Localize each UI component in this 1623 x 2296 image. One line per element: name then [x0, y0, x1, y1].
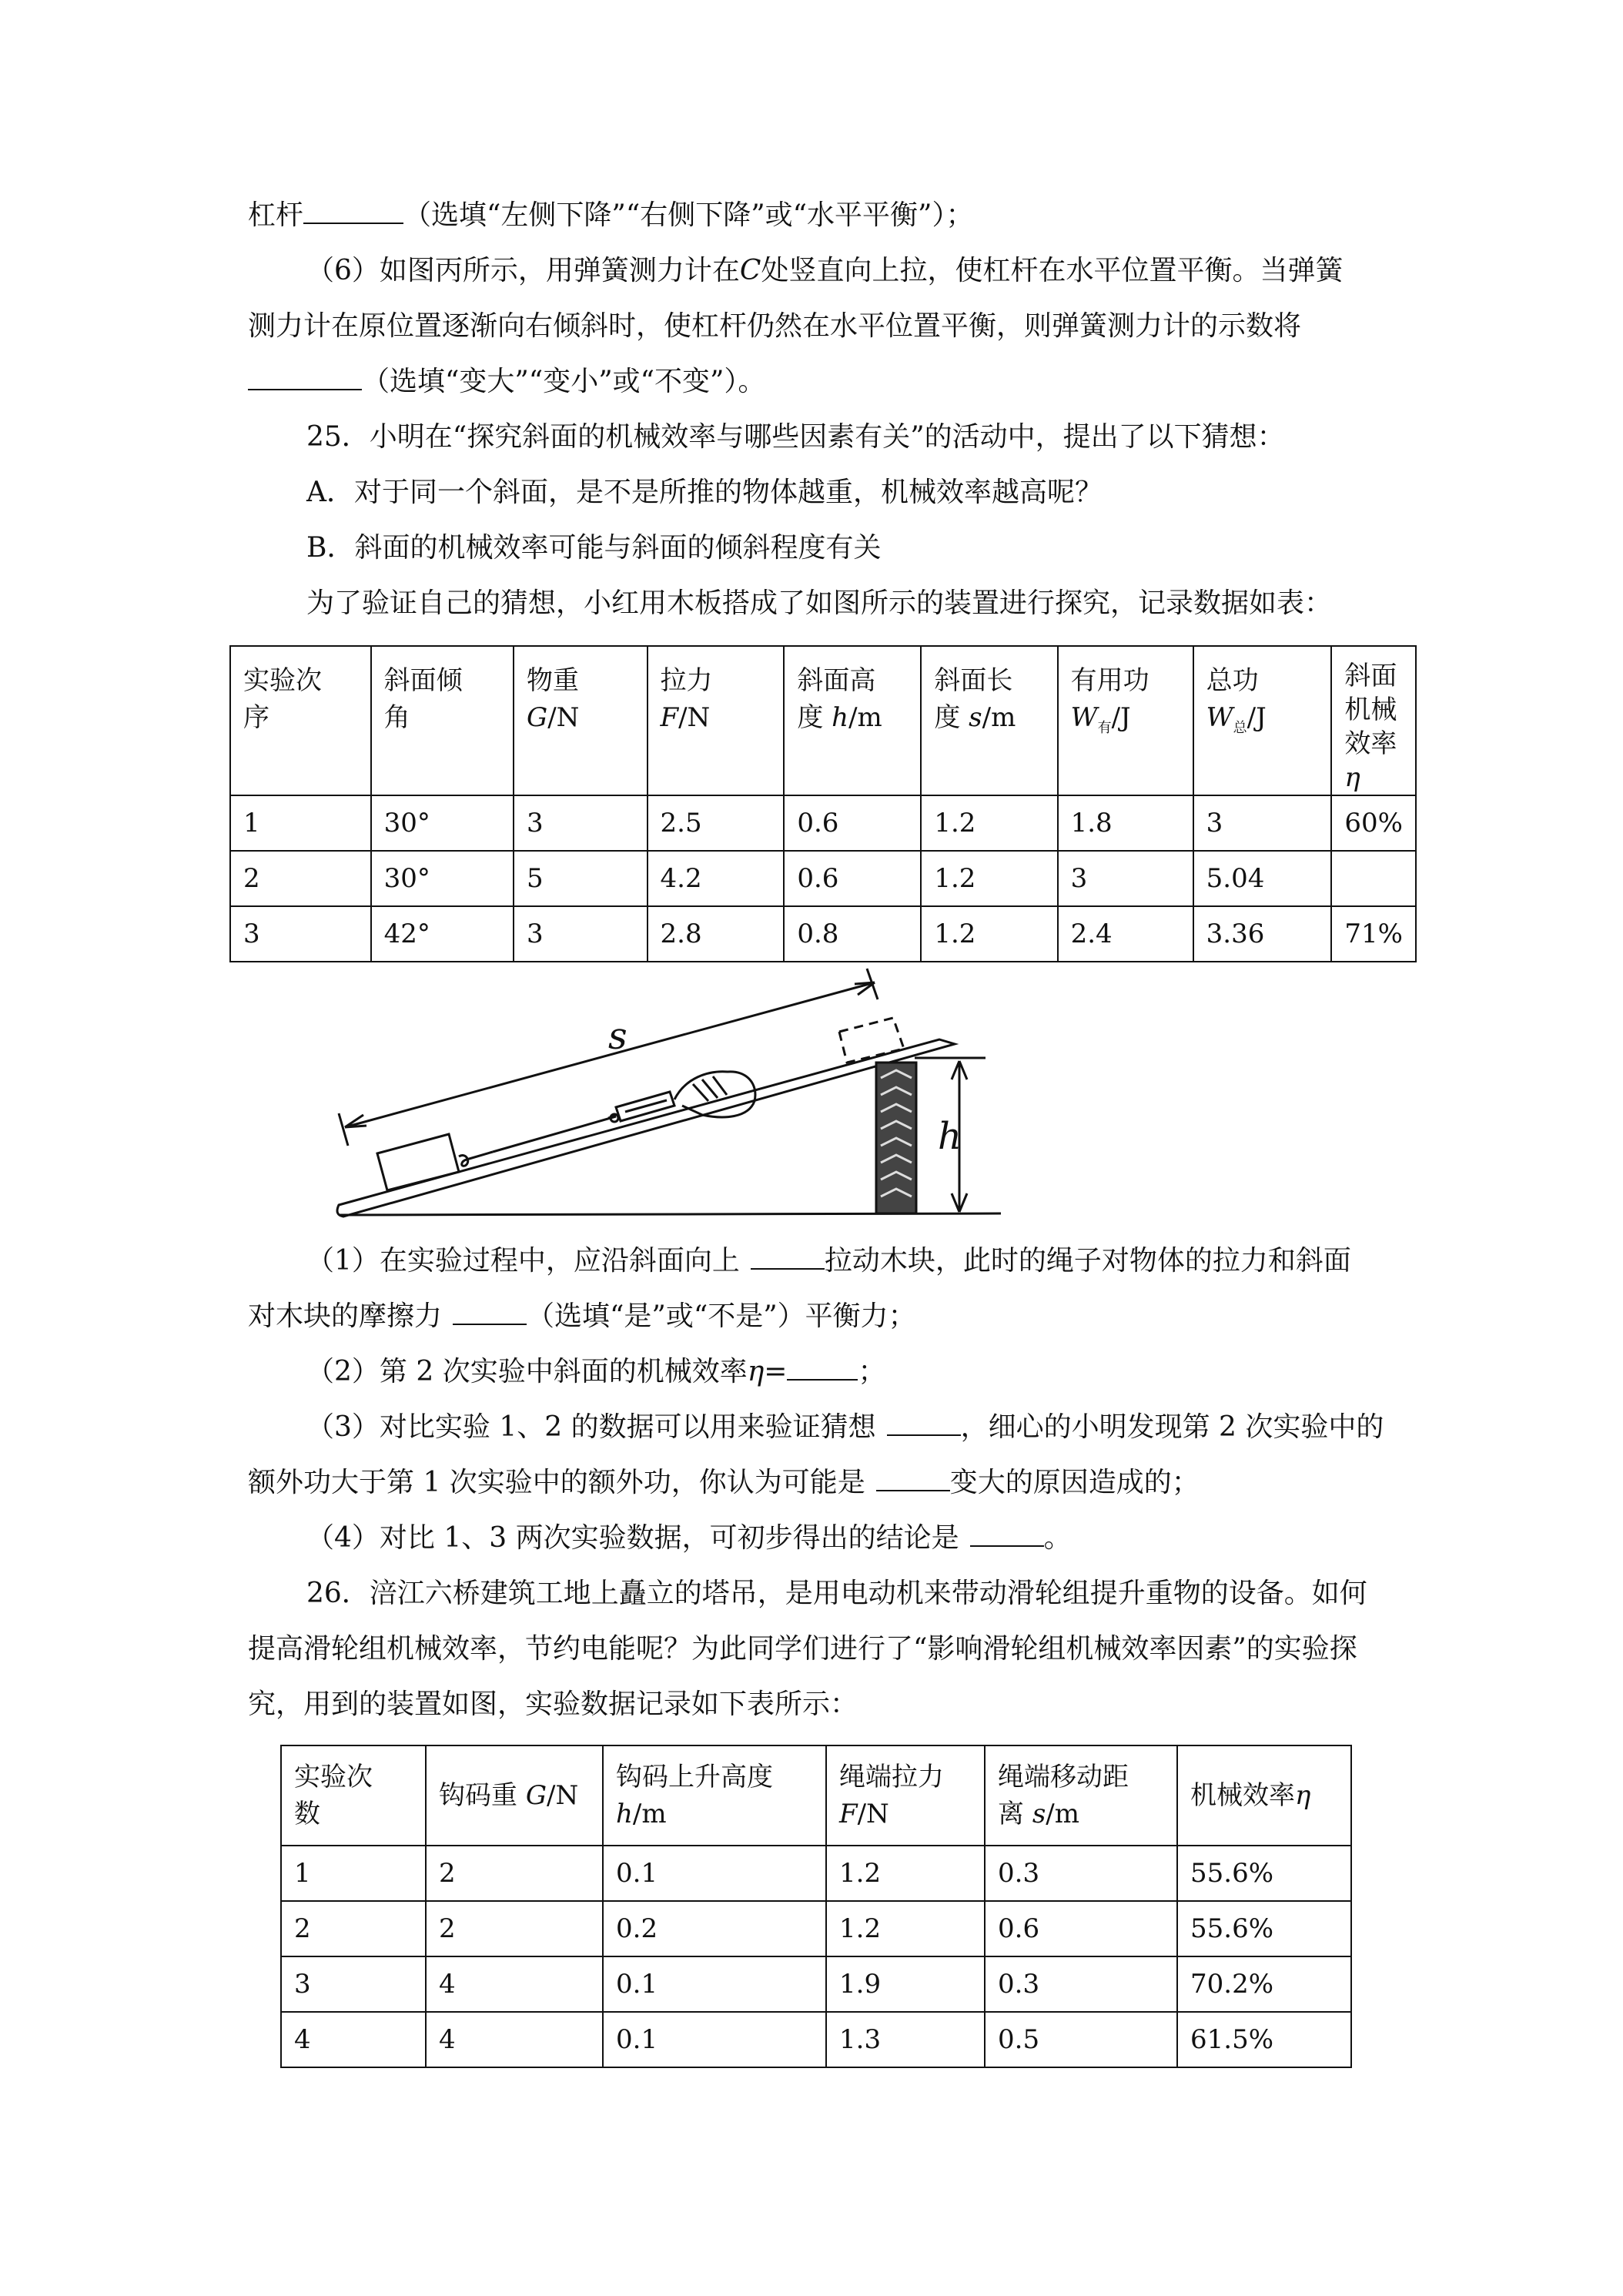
cell: 1 [281, 1846, 426, 1901]
text: ，细心的小明发现第 2 次实验中的 [960, 1411, 1384, 1443]
q24-part6-line-3 [248, 362, 765, 402]
text: 究，用到的装置如图，实验数据记录如下表所示： [248, 1689, 858, 1720]
cell: 30° [371, 795, 514, 851]
cell: 30° [371, 851, 514, 906]
cell: 2 [426, 1901, 603, 1956]
answer-blank[interactable] [751, 1242, 825, 1270]
table-row [281, 2012, 1351, 2067]
table-row [281, 1846, 1351, 1901]
text: 对木块的摩擦力 [248, 1300, 443, 1332]
cell: 0.5 [985, 2012, 1177, 2067]
cell: 3 [230, 906, 371, 962]
cell: 0.1 [603, 1956, 826, 2012]
answer-blank[interactable] [887, 1408, 961, 1436]
cell: 3 [1193, 795, 1332, 851]
q25-sub1-line-1 [306, 1241, 1351, 1281]
text: 额外功大于第 1 次实验中的额外功，你认为可能是 [248, 1467, 865, 1498]
header-lift-height: 钩码上升高度 h/m [603, 1745, 826, 1846]
cell: 3 [514, 795, 647, 851]
q25-sub3-line-2 [248, 1463, 1200, 1503]
header-rope-distance: 绳端移动距 离 s/m [985, 1745, 1177, 1846]
cell: 55.6% [1177, 1846, 1351, 1901]
header-useful-work: 有用功 $W_有/J$ [1058, 646, 1193, 795]
text: B．斜面的机械效率可能与斜面的倾斜程度有关 [306, 532, 882, 564]
table-row [281, 1956, 1351, 2012]
hand-fingers [693, 1076, 727, 1101]
incline-board [337, 1039, 955, 1217]
cell: 0.8 [784, 906, 921, 962]
header-weight: 物重 G/N [514, 646, 647, 795]
q26-line-3 [248, 1685, 858, 1725]
q24-part6-line-1 [306, 251, 1343, 291]
q25-sub3-line-1 [306, 1407, 1384, 1448]
cell: 0.6 [985, 1901, 1177, 1956]
header-pull-force: 拉力 F/N [648, 646, 785, 795]
text: 为了验证自己的猜想，小红用木板搭成了如图所示的装置进行探究，记录数据如表： [306, 587, 1333, 619]
q25-guess-b [306, 528, 881, 568]
cell: 5 [514, 851, 647, 906]
cell: 0.2 [603, 1901, 826, 1956]
q26-line-1 [306, 1574, 1367, 1614]
cell: 4 [426, 2012, 603, 2067]
header-total-work: 总功 $W_总/J$ [1193, 646, 1332, 795]
cell: 1.3 [826, 2012, 985, 2067]
text: ； [858, 1356, 886, 1387]
s-label: s [608, 1015, 627, 1058]
cell: 3.36 [1193, 906, 1332, 962]
header-length: 斜面长 度 s/m [921, 646, 1057, 795]
cell: 4.2 [648, 851, 785, 906]
text: （2）第 2 次实验中斜面的机械效率 [306, 1356, 748, 1387]
cell: 1.2 [921, 906, 1057, 962]
cell: 55.6% [1177, 1901, 1351, 1956]
pulley-data-table [280, 1745, 1352, 2068]
cell: 2.4 [1058, 906, 1193, 962]
cell: 0.3 [985, 1956, 1177, 2012]
text: （3）对比实验 1、2 的数据可以用来验证猜想 [306, 1411, 876, 1443]
text: （6）如图丙所示，用弹簧测力计在 [306, 255, 740, 286]
header-pull-force: 绳端拉力 F/N [826, 1745, 985, 1846]
answer-blank[interactable] [787, 1353, 858, 1381]
table-row [230, 795, 1416, 851]
q25-sub4 [306, 1518, 1072, 1558]
cell: 2.5 [648, 795, 785, 851]
eta-symbol: η [747, 1356, 765, 1387]
text: （选填“左侧下降”“右侧下降”或“水平平衡”）； [403, 199, 974, 231]
point-c-label: C [739, 255, 761, 286]
s-tick-left [339, 1113, 348, 1146]
cell: 4 [281, 2012, 426, 2067]
text: （选填“是”或“不是”）平衡力； [527, 1300, 916, 1332]
cell: 1.8 [1058, 795, 1193, 851]
cell: 3 [1058, 851, 1193, 906]
text: 变大的原因造成的； [949, 1467, 1200, 1498]
table-header-row [230, 646, 1416, 795]
text: 杠杆 [248, 199, 304, 231]
text: 25．小明在“探究斜面的机械效率与哪些因素有关”的活动中，提出了以下猜想： [306, 421, 1285, 453]
q25-setup [306, 584, 1332, 624]
cell-empty[interactable] [1331, 851, 1416, 906]
text: = [764, 1356, 788, 1387]
cell: 1.2 [826, 1846, 985, 1901]
header-weight: 钩码重 G/N [426, 1745, 603, 1846]
cell: 1.2 [921, 851, 1057, 906]
q25-sub1-line-2 [248, 1297, 916, 1337]
cell: 0.3 [985, 1846, 1177, 1901]
cell: 1.9 [826, 1956, 985, 2012]
header-efficiency: 机械效率η [1177, 1745, 1351, 1846]
cell: 5.04 [1193, 851, 1332, 906]
cell: 3 [281, 1956, 426, 2012]
support-pillar [876, 1063, 916, 1213]
incline-data-table [229, 645, 1417, 962]
q25-intro [306, 417, 1285, 457]
cell: 2.8 [648, 906, 785, 962]
text: 处竖直向上拉，使杠杆在水平位置平衡。当弹簧 [761, 255, 1344, 286]
table-row [230, 851, 1416, 906]
cell: 2 [281, 1901, 426, 1956]
cell: 1.2 [921, 795, 1057, 851]
table-header-row [281, 1745, 1351, 1846]
cell: 1.2 [826, 1901, 985, 1956]
header-efficiency: 斜面 机械 效率η [1331, 646, 1416, 795]
text: A．对于同一个斜面，是不是所推的物体越重，机械效率越高呢？ [306, 477, 1103, 508]
cell: 60% [1331, 795, 1416, 851]
cell: 0.1 [603, 1846, 826, 1901]
q25-guess-a [306, 473, 1103, 513]
header-height: 斜面高 度 h/m [784, 646, 921, 795]
header-trial: 实验次 数 [281, 1745, 426, 1846]
cell: 61.5% [1177, 2012, 1351, 2067]
cell: 3 [514, 906, 647, 962]
wooden-block [377, 1134, 459, 1190]
q26-line-2 [248, 1629, 1357, 1669]
answer-blank[interactable] [876, 1464, 950, 1491]
q25-sub2 [306, 1352, 885, 1392]
cell: 2 [230, 851, 371, 906]
table-row [230, 906, 1416, 962]
cell: 4 [426, 1956, 603, 2012]
answer-blank[interactable] [248, 363, 362, 390]
header-trial: 实验次 序 [230, 646, 371, 795]
text: 26．涪江六桥建筑工地上矗立的塔吊，是用电动机来带动滑轮组提升重物的设备。如何 [306, 1578, 1367, 1609]
s-arrow-right [855, 982, 875, 995]
q24-line-1 [248, 196, 973, 236]
cell: 70.2% [1177, 1956, 1351, 2012]
incline-figure [308, 955, 1039, 1232]
text: 测力计在原位置逐渐向右倾斜时，使杠杆仍然在水平位置平衡，则弹簧测力计的示数将 [248, 310, 1302, 342]
text: （选填“变大”“变小”或“不变”）。 [362, 366, 766, 397]
answer-blank[interactable] [303, 196, 403, 224]
cell: 71% [1331, 906, 1416, 962]
cell: 42° [371, 906, 514, 962]
text: 。 [1043, 1522, 1072, 1554]
cell: 0.6 [784, 795, 921, 851]
cell: 0.1 [603, 2012, 826, 2067]
text: （1）在实验过程中，应沿斜面向上 [306, 1245, 740, 1277]
dashed-block-final-position [839, 1018, 904, 1063]
cell: 0.6 [784, 851, 921, 906]
q24-part6-line-2 [248, 306, 1301, 346]
header-angle: 斜面倾 角 [371, 646, 514, 795]
h-label: h [938, 1115, 962, 1158]
text: 提高滑轮组机械效率，节约电能呢？为此同学们进行了“影响滑轮组机械效率因素”的实验探 [248, 1633, 1357, 1665]
answer-blank[interactable] [970, 1519, 1044, 1547]
cell: 1 [230, 795, 371, 851]
cell: 2 [426, 1846, 603, 1901]
text: （4）对比 1、3 两次实验数据，可初步得出的结论是 [306, 1522, 959, 1554]
text: 拉动木块，此时的绳子对物体的拉力和斜面 [824, 1245, 1351, 1277]
table-row [281, 1901, 1351, 1956]
answer-blank[interactable] [453, 1297, 527, 1325]
